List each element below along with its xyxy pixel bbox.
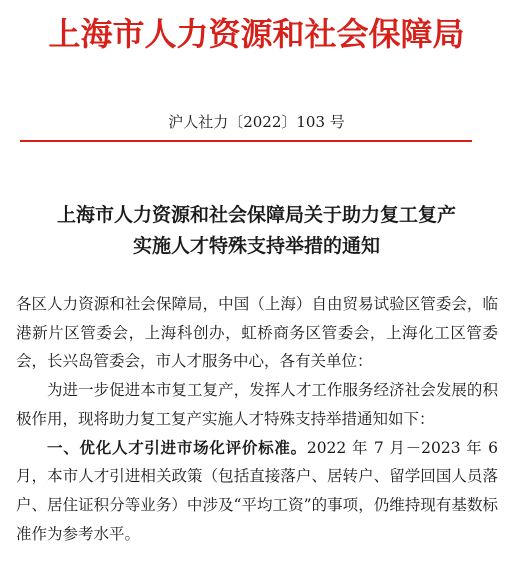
recipients-paragraph: 各区人力资源和社会保障局，中国（上海）自由贸易试验区管委会，临港新片区管委会，上海科创办，虹桥商务区管委会，上海化工区管委会，长兴岛管委会，市人才服务中心，各有关单位： (16, 295, 498, 371)
agency-header: 上海市人力资源和社会保障局 (48, 15, 465, 53)
section-1-heading: 一、优化人才引进市场化评价标准。 (47, 437, 307, 457)
intro-paragraph: 为进一步促进本市复工复产，发挥人才工作服务经济社会发展的积极作用，现将助力复工复产实施人才特殊支持举措通知如下： (16, 381, 498, 428)
document-number: 沪人社力〔2022〕103 号 (168, 113, 345, 131)
notice-title-line-1: 上海市人力资源和社会保障局关于助力复工复产 (56, 204, 456, 226)
section-1-paragraph (16, 434, 498, 549)
section-1-text: 2022 年 7 月－2023 年 6 月，本市人才引进相关政策（包括直接落户、居转户、留学回国人员落户、居住证积分等业务）中涉及“平均工资”的事项，仍维持现有基数标准作为参考水平。 (16, 438, 498, 543)
notice-title-line-2: 实施人才特殊支持举措的通知 (132, 235, 380, 257)
notice-title (10, 200, 503, 262)
document-body (16, 290, 498, 548)
red-divider-line (20, 140, 472, 142)
